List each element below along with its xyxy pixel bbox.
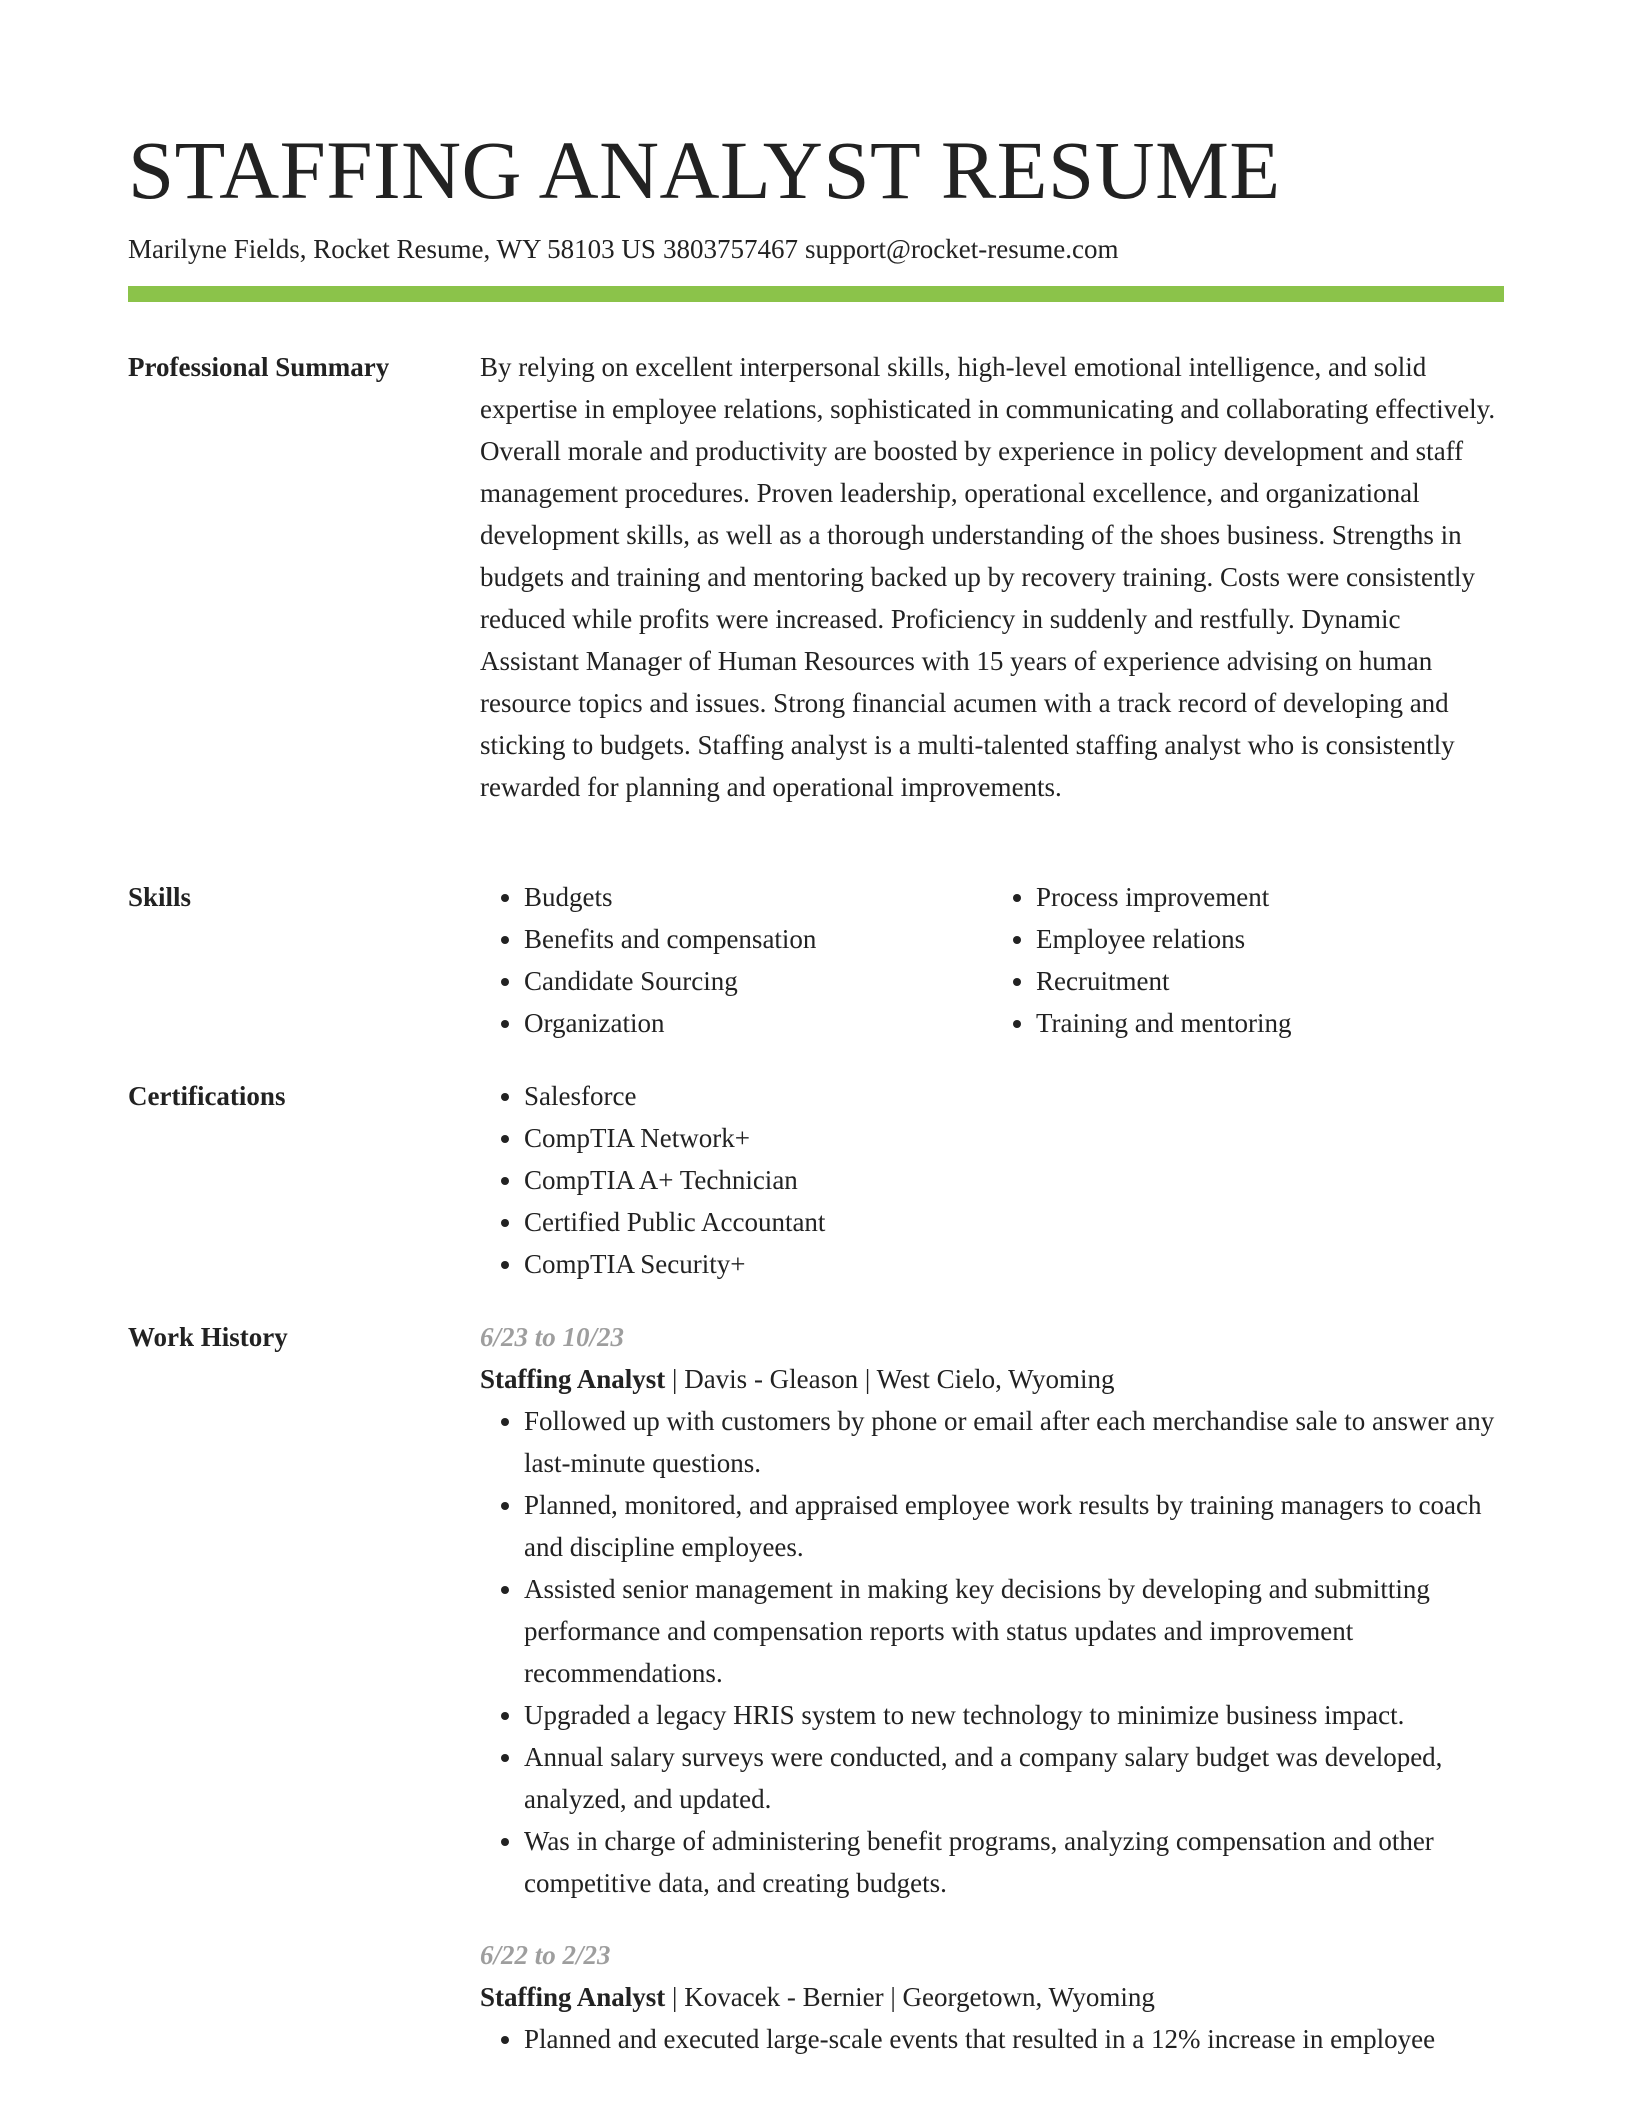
list-item: • Recruitment: [1036, 960, 1504, 1002]
list-item: • Certified Public Accountant: [524, 1201, 1504, 1243]
list-item: • Planned, monitored, and appraised employee work results by training managers to coach and discipline employees.: [524, 1484, 1504, 1568]
list-item: • Was in charge of administering benefit programs, analyzing compensation and other competitive data, and creating budgets.: [524, 1820, 1504, 1904]
job-details: | Kovacek - Bernier | Georgetown, Wyoming: [665, 1982, 1155, 2012]
summary-text: By relying on excellent interpersonal skills, high-level emotional intelligence, and solid expertise in employee relations, sophisticated in communicating and collaborating effectively. Overall morale and productivity are boosted by experience in policy development and staff management procedures. Proven leadership, operational excellence, and organizational development skills, as well as a thorough understanding of the shoes business. Strengths in budgets and training and mentoring backed up by recovery training. Costs were consistently reduced while profits were increased. Proficiency in suddenly and restfully. Dynamic Assistant Manager of Human Resources with 15 years of experience advising on human resource topics and issues. Strong financial acumen with a track record of developing and sticking to budgets. Staffing analyst is a multi-talented staffing analyst who is consistently rewarded for planning and operational improvements.: [480, 352, 1496, 802]
list-item: • Planned and executed large-scale events that resulted in a 12% increase in employee: [524, 2018, 1504, 2060]
job-dates: 6/22 to 2/23: [480, 1940, 611, 1970]
list-item: • CompTIA A+ Technician: [524, 1159, 1504, 1201]
job-heading: [480, 1976, 1504, 2018]
list-item: • Budgets: [524, 876, 992, 918]
certifications-body: [480, 1075, 1504, 1285]
list-item: • Followed up with customers by phone or email after each merchandise sale to answer any last-minute questions.: [524, 1400, 1504, 1484]
work-history-body: [480, 1316, 1504, 2060]
resume-title: STAFFING ANALYST RESUME: [128, 124, 1281, 216]
job-heading: [480, 1358, 1504, 1400]
list-item: • Organization: [524, 1002, 992, 1044]
work-history-heading: Work History: [128, 1322, 288, 1352]
list-item: • Assisted senior management in making key decisions by developing and submitting performance and compensation reports with status updates and improvement recommendations.: [524, 1568, 1504, 1694]
header-divider: [128, 286, 1504, 302]
job-bullets: [480, 1400, 1504, 1904]
skills-heading: Skills: [128, 882, 192, 912]
skills-list-right: [992, 876, 1504, 1044]
summary-body: [480, 346, 1504, 808]
skills-list-left: [480, 876, 992, 1044]
contact-line: [128, 230, 1118, 268]
job-role: Staffing Analyst: [480, 1364, 666, 1394]
list-item: • CompTIA Network+: [524, 1117, 1504, 1159]
job-entry: [480, 1934, 1504, 2060]
list-item: • Process improvement: [1036, 876, 1504, 918]
contact-email: support@rocket-resume.com: [804, 234, 1119, 264]
list-item: • Upgraded a legacy HRIS system to new technology to minimize business impact.: [524, 1694, 1504, 1736]
job-bullets: [480, 2018, 1504, 2060]
contact-name-address: Marilyne Fields, Rocket Resume, WY 58103 US: [128, 234, 656, 264]
list-item: • Benefits and compensation: [524, 918, 992, 960]
list-item: • Salesforce: [524, 1075, 1504, 1117]
list-item: • CompTIA Security+: [524, 1243, 1504, 1285]
skills-body: [480, 876, 1504, 1044]
summary-heading: Professional Summary: [128, 352, 390, 382]
list-item: • Annual salary surveys were conducted, and a company salary budget was developed, analyzed, and updated.: [524, 1736, 1504, 1820]
contact-phone: 3803757467: [662, 234, 798, 264]
list-item: • Training and mentoring: [1036, 1002, 1504, 1044]
list-item: • Employee relations: [1036, 918, 1504, 960]
job-role: Staffing Analyst: [480, 1982, 666, 2012]
job-details: | Davis - Gleason | West Cielo, Wyoming: [665, 1364, 1115, 1394]
list-item: • Candidate Sourcing: [524, 960, 992, 1002]
certifications-list: [480, 1075, 1504, 1285]
job-entry: [480, 1316, 1504, 1904]
job-dates: 6/23 to 10/23: [480, 1322, 625, 1352]
certifications-heading: Certifications: [128, 1081, 286, 1111]
